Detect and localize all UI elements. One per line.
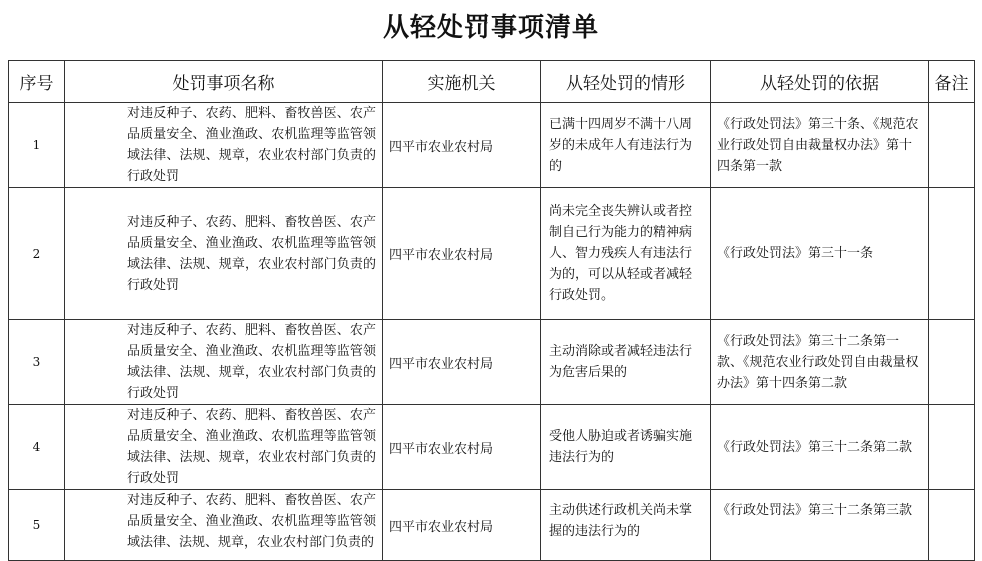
header-remark: 备注 — [929, 61, 975, 103]
row-number: 1 — [9, 103, 65, 188]
legal-basis: 《行政处罚法》第三十二条第二款 — [711, 405, 929, 490]
document-title: 从轻处罚事项清单 — [382, 13, 599, 43]
table-row — [9, 405, 975, 490]
remark — [929, 320, 975, 405]
penalty-item: 对违反种子、农药、肥料、畜牧兽医、农产品质量安全、渔业渔政、农机监理等监管领域法律、法规、规章，农业农村部门负责的行政处罚 — [65, 405, 383, 490]
remark — [929, 188, 975, 320]
header-situation: 从轻处罚的情形 — [541, 61, 711, 103]
row-number: 3 — [9, 320, 65, 405]
row-number: 5 — [9, 490, 65, 561]
legal-basis: 《行政处罚法》第三十二条第三款 — [711, 490, 929, 561]
remark — [929, 490, 975, 561]
implementing-agency: 四平市农业农村局 — [383, 320, 541, 405]
row-number: 4 — [9, 405, 65, 490]
legal-basis: 《行政处罚法》第三十一条 — [711, 188, 929, 320]
implementing-agency: 四平市农业农村局 — [383, 490, 541, 561]
implementing-agency: 四平市农业农村局 — [383, 103, 541, 188]
lenient-situation: 尚未完全丧失辨认或者控制自己行为能力的精神病人、智力残疾人有违法行为的，可以从轻或者减轻行政处罚。 — [541, 188, 711, 320]
penalty-item: 对违反种子、农药、肥料、畜牧兽医、农产品质量安全、渔业渔政、农机监理等监管领域法律、法规、规章，农业农村部门负责的行政处罚 — [65, 103, 383, 188]
remark — [929, 103, 975, 188]
header-item: 处罚事项名称 — [65, 61, 383, 103]
implementing-agency: 四平市农业农村局 — [383, 188, 541, 320]
implementing-agency: 四平市农业农村局 — [383, 405, 541, 490]
header-org: 实施机关 — [383, 61, 541, 103]
penalty-table — [8, 60, 975, 561]
lenient-situation: 已满十四周岁不满十八周岁的未成年人有违法行为的 — [541, 103, 711, 188]
remark — [929, 405, 975, 490]
table-row — [9, 188, 975, 320]
legal-basis: 《行政处罚法》第三十二条第一款、《规范农业行政处罚自由裁量权办法》第十四条第二款 — [711, 320, 929, 405]
legal-basis: 《行政处罚法》第三十条、《规范农业行政处罚自由裁量权办法》第十四条第一款 — [711, 103, 929, 188]
header-basis: 从轻处罚的依据 — [711, 61, 929, 103]
header-no: 序号 — [9, 61, 65, 103]
penalty-item: 对违反种子、农药、肥料、畜牧兽医、农产品质量安全、渔业渔政、农机监理等监管领域法律、法规、规章，农业农村部门负责的行政处罚 — [65, 320, 383, 405]
row-number: 2 — [9, 188, 65, 320]
lenient-situation: 受他人胁迫或者诱骗实施违法行为的 — [541, 405, 711, 490]
table-row — [9, 490, 975, 561]
table-header-row — [9, 61, 975, 103]
lenient-situation: 主动消除或者减轻违法行为危害后果的 — [541, 320, 711, 405]
lenient-situation: 主动供述行政机关尚未掌握的违法行为的 — [541, 490, 711, 561]
table-row — [9, 320, 975, 405]
penalty-item: 对违反种子、农药、肥料、畜牧兽医、农产品质量安全、渔业渔政、农机监理等监管领域法律、法规、规章，农业农村部门负责的行政处罚 — [65, 188, 383, 320]
table-row — [9, 103, 975, 188]
penalty-item: 对违反种子、农药、肥料、畜牧兽医、农产品质量安全、渔业渔政、农机监理等监管领域法律、法规、规章，农业农村部门负责的 — [65, 490, 383, 561]
